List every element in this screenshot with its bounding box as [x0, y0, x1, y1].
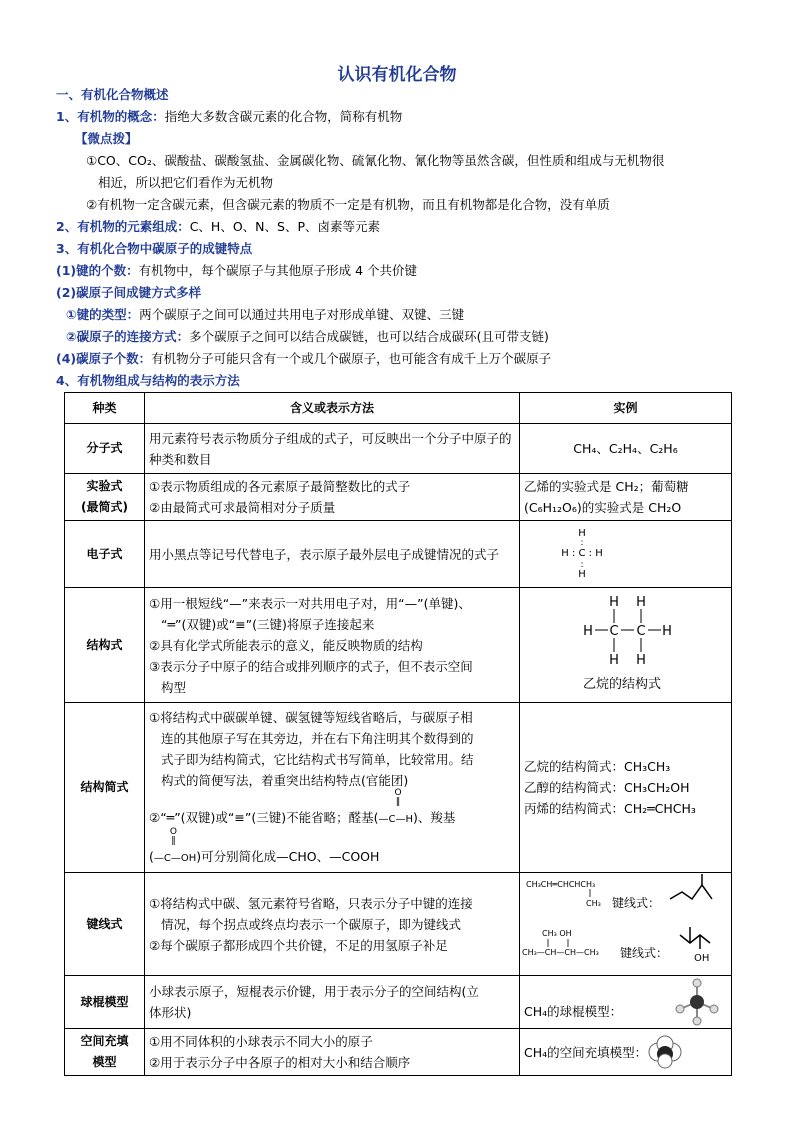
kind-space-filling-model [65, 1029, 145, 1076]
point-3-1 [56, 262, 417, 280]
desc-condensed-6-text: )可分别简化成—CHO、—COOH [196, 848, 380, 864]
methane-space-filling-image [647, 1035, 683, 1069]
desc-space-filling-1: ①用不同体积的小球表示不同大小的原子 [149, 1034, 373, 1049]
table-header-row [65, 393, 732, 424]
desc-skeletal-formula [145, 873, 520, 976]
desc-condensed-2: 连的其他原子写在其旁边，并在右下角注明其个数得到的 [161, 730, 474, 746]
point-1 [56, 108, 402, 126]
point-3-4-label: (4)碳原子个数： [56, 351, 152, 366]
table-row [65, 1029, 732, 1076]
example-empirical-formula [520, 474, 732, 521]
desc-skeletal-1: ①将结构式中碳、氢元素符号省略，只表示分子中键的连接 [149, 895, 473, 911]
header-kind: 种类 [65, 393, 145, 424]
lewis-h-bottom: H [578, 569, 586, 579]
point-3-heading: 3、有机化合物中碳原子的成键特点 [56, 241, 253, 256]
example-condensed-3: 丙烯的结构简式：CH₂═CHCH₃ [524, 801, 696, 816]
point-3-2b-text: 多个碳原子之间可以结合成碳链，也可以结合成碳环(且可带支链) [189, 329, 549, 344]
kind-molecular-formula: 分子式 [65, 424, 145, 474]
ethane-structural-diagram [524, 590, 724, 694]
desc-space-filling-2: ②用于表示分子中各原子的相对大小和结合顺序 [149, 1055, 411, 1070]
desc-skeletal-3: ②每个碳原子都形成四个共价键，不足的用氢原子补足 [149, 937, 448, 953]
carboxyl-formula: —C—OH [153, 852, 197, 864]
header-example: 实例 [520, 393, 732, 424]
point-4-heading: 4、有机物组成与结构的表示方法 [56, 373, 240, 388]
desc-empirical-1: ①表示物质组成的各元素原子最简整数比的式子 [149, 479, 411, 494]
point-2-label: 2、有机物的元素组成： [56, 219, 190, 234]
skeletal-ex2-label: 键线式： [620, 946, 669, 960]
desc-space-filling-model [145, 1029, 520, 1076]
desc-molecular-formula: 用元素符号表示物质分子组成的式子，可反映出一个分子中原子的种类和数目 [145, 424, 520, 474]
skeletal-ex2-branches: CH₃ OH [542, 929, 572, 938]
space-filling-label: CH₄的空间充填模型： [524, 1044, 648, 1060]
tip-item-1: ①CO、CO₂、碳酸盐、碳酸氢盐、金属碳化物、硫氰化物、氰化物等虽然含碳，但性质和组成与无机物很 [86, 153, 665, 168]
ethane-h1: H [609, 595, 619, 610]
methane-lewis-structure [524, 523, 634, 579]
example-condensed-1: 乙烷的结构简式：CH₃CH₃ [524, 759, 671, 774]
ethane-caption: 乙烷的结构式 [582, 677, 662, 692]
skeletal-ex2-lines [680, 935, 710, 943]
desc-electron-formula: 用小黑点等记号代替电子，表示原子最外层电子成键情况的式子 [145, 521, 520, 588]
desc-condensed-3: 式子即为结构简式，它比结构式书写简单，比较常用。结 [161, 751, 474, 767]
point-1-text: 指绝大多数含碳元素的化合物，简称有机物 [164, 109, 403, 124]
ethane-c1: C [609, 624, 619, 639]
kind-structural-formula: 结构式 [65, 588, 145, 703]
table-row [65, 474, 732, 521]
ethane-h3: H [583, 624, 593, 639]
tip-item-2: ②有机物一定含碳元素，但含碳元素的物质不一定是有机物，而且有机物都是化合物，没有单质 [86, 197, 610, 212]
example-condensed-2: 乙醇的结构简式：CH₃CH₂OH [524, 780, 690, 795]
kind-electron-formula: 电子式 [65, 521, 145, 588]
kind-empirical-1: 实验式 [86, 479, 123, 493]
desc-ball-stick-1: 小球表示原子，短棍表示价键，用于表示分子的空间结构(立 [149, 984, 479, 999]
ethane-h6: H [636, 653, 646, 668]
point-2 [56, 218, 380, 236]
desc-ball-stick-model [145, 976, 520, 1029]
example-condensed-formula [520, 703, 732, 873]
desc-condensed-5 [149, 787, 515, 830]
point-2-text: C、H、O、N、S、P、卤素等元素 [189, 219, 380, 234]
lewis-dots-bottom: : [580, 560, 584, 570]
point-1-label: 1、有机物的概念： [56, 109, 165, 124]
point-3-1-text: 有机物中，每个碳原子与其他原子形成 4 个共价键 [138, 263, 418, 278]
desc-structural-5: 构型 [161, 679, 187, 695]
carboxyl-oxygen: O ‖ [169, 826, 177, 846]
point-3-4-text: 有机物分子可能只含有一个或几个碳原子，也可能含有成千上万个碳原子 [151, 351, 552, 366]
kind-empirical-2: (最简式) [81, 500, 128, 514]
ethane-h2: H [636, 595, 646, 610]
example-ball-stick-model [520, 976, 732, 1029]
skeletal-ex1-label: 键线式： [612, 896, 661, 910]
point-3-1-label: (1)键的个数： [56, 263, 139, 278]
example-structural-formula [520, 588, 732, 703]
table-row [65, 424, 732, 474]
skeletal-ex1-branch: CH₃ [586, 899, 601, 908]
methane-ball-stick-image [667, 978, 727, 1026]
ball-stick-label: CH₄的球棍模型： [524, 1003, 623, 1019]
desc-condensed-formula [145, 703, 520, 873]
desc-skeletal-2: 情况，每个拐点或终点均表示一个碳原子，即为键线式 [161, 916, 462, 932]
point-3-2b [66, 328, 549, 346]
desc-condensed-1: ①将结构式中碳碳单键、碳氢键等短线省略后，与碳原子相 [149, 709, 473, 725]
representation-table [64, 392, 732, 1076]
example-empirical-1: 乙烯的实验式是 CH₂；葡萄糖 [524, 479, 689, 494]
point-3-2-heading: (2)碳原子间成键方式多样 [56, 285, 202, 300]
example-empirical-2: (C₆H₁₂O₆)的实验式是 CH₂O [524, 500, 682, 515]
desc-condensed-4: 构式的简便写法，着重突出结构特点(官能团) [161, 772, 409, 788]
example-electron-formula [520, 521, 732, 588]
desc-ball-stick-2: 体形状) [149, 1005, 192, 1020]
desc-structural-3: ②具有化学式所能表示的意义，能反映物质的结构 [149, 637, 423, 653]
table-row [65, 873, 732, 976]
point-3-2a [66, 306, 464, 324]
kind-empirical-formula [65, 474, 145, 521]
table-row [65, 976, 732, 1029]
skeletal-ex1-formula: CH₃CH═CHCHCH₃ [526, 880, 596, 889]
skeletal-ex1-lines [670, 885, 712, 899]
skeletal-ex2-formula: CH₃—CH—CH—CH₃ [522, 948, 599, 957]
table-row [65, 521, 732, 588]
tip-label: 【微点拨】 [75, 131, 138, 146]
point-3-4 [56, 350, 551, 368]
table-row [65, 703, 732, 873]
section-heading-1: 一、有机化合物概述 [56, 87, 169, 102]
desc-condensed-5b: )、羧基 [413, 809, 456, 825]
ethane-h4: H [662, 624, 672, 639]
aldehyde-group [378, 787, 414, 830]
kind-condensed-formula: 结构简式 [65, 703, 145, 873]
example-molecular-formula: CH₄、C₂H₄、C₂H₆ [520, 424, 732, 474]
kind-space-filling-1: 空间充填 [80, 1034, 129, 1048]
carboxyl-group [153, 826, 197, 869]
example-space-filling-model [520, 1029, 732, 1076]
aldehyde-oxygen: O ‖ [394, 787, 402, 807]
lewis-dots-top: : [580, 538, 584, 548]
skeletal-examples [520, 873, 730, 969]
header-desc: 含义或表示方法 [145, 393, 520, 424]
aldehyde-formula: —C—H [378, 813, 414, 825]
tip-item-1-cont: 相近，所以把它们看作为无机物 [98, 175, 274, 190]
desc-empirical-formula [145, 474, 520, 521]
kind-skeletal-formula: 键线式 [65, 873, 145, 976]
table-row [65, 588, 732, 703]
desc-condensed-5a: ②“═”(双键)或“≡”(三键)不能省略；醛基( [149, 809, 379, 825]
skeletal-ex2-oh: OH [694, 953, 710, 964]
lewis-h-top: H [578, 528, 586, 539]
ethane-h5: H [609, 653, 619, 668]
desc-structural-formula [145, 588, 520, 703]
lewis-middle: H : C : H [561, 548, 603, 559]
desc-structural-4: ③表示分子中原子的结合或排列顺序的式子，但不表示空间 [149, 658, 473, 674]
kind-ball-stick-model: 球棍模型 [65, 976, 145, 1029]
desc-empirical-2: ②由最简式可求最简相对分子质量 [149, 500, 336, 515]
page-title: 认识有机化合物 [337, 65, 457, 85]
desc-condensed-6: ( O ‖ —C—OH)可分别简化成—CHO、—COOH [149, 830, 515, 869]
desc-structural-1: ①用一根短线“—”来表示一对共用电子对，用“—”(单键)、 [149, 595, 471, 611]
example-skeletal-formula [520, 873, 732, 976]
ethane-c2: C [636, 624, 646, 639]
point-3-2a-text: 两个碳原子之间可以通过共用电子对形成单键、双键、三键 [139, 307, 465, 322]
kind-space-filling-2: 模型 [92, 1055, 117, 1069]
point-3-2a-label: ①键的类型： [66, 307, 140, 322]
desc-structural-2: “═”(双键)或“≡”(三键)将原子连接起来 [161, 616, 375, 632]
point-3-2b-label: ②碳原子的连接方式： [66, 329, 190, 344]
